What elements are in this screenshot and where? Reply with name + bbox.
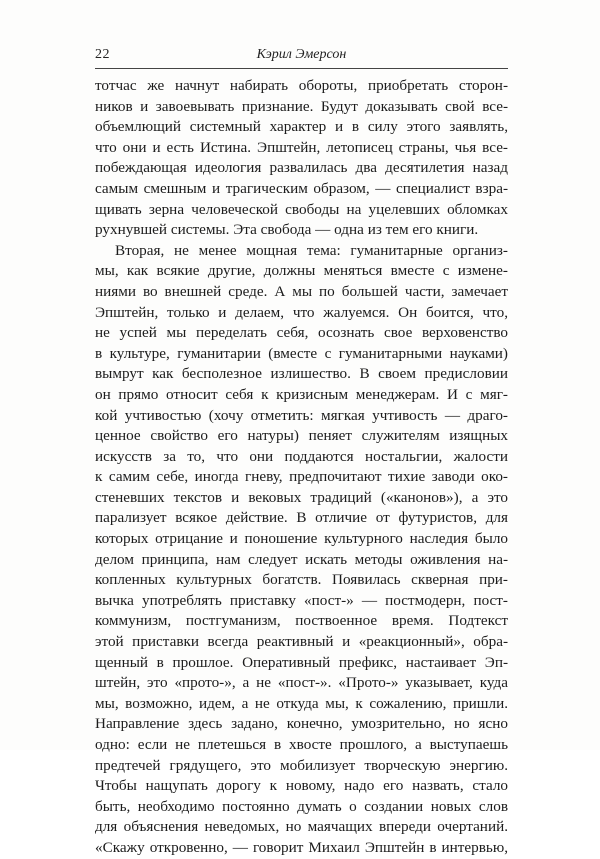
text-line: в культуре, гуманитарии (вместе с гуманитарными науками)	[95, 344, 508, 362]
body-text	[95, 76, 508, 859]
text-line: парализует всякое действие. В отличие от футуристов, для	[95, 509, 508, 527]
text-line: искусств за то, что они поддаются ностальгии, жалости	[95, 447, 508, 465]
text-line: Направление здесь задано, конечно, умозрительно, но ясно	[95, 715, 508, 733]
text-line: этой приставки всегда реактивный и «реакционный», обра-	[95, 633, 508, 651]
text-line: щивать зерна человеческой свободы на уцелевших обломках	[95, 200, 508, 218]
text-line: мы, как всякие другие, должны меняться вместе с измене-	[95, 262, 508, 280]
text-line: копленных культурных богатств. Появилась скверная при-	[95, 571, 508, 589]
text-line: делом принципа, нам следует искать методы оживления на-	[95, 550, 508, 568]
text-line: не успей мы переделать себя, осознать свое верховенство	[95, 324, 508, 342]
text-line: которых отрицание и поношение культурного наследия было	[95, 530, 508, 548]
text-line: тотчас же начнут набирать обороты, приобретать сторон-	[95, 77, 508, 94]
running-head	[95, 47, 508, 65]
text-line: ников и завоевывать признание. Будут доказывать свой все-	[95, 97, 508, 115]
text-line: «Скажу откровенно, — говорит Михаил Эпштейн в интервью,	[95, 838, 508, 856]
text-line: Вторая, не менее мощная тема: гуманитарные организ-	[115, 241, 508, 259]
text-line: предтечей грядущего, это мобилизует творческую энергию.	[95, 756, 508, 774]
text-line: мы, возможно, идем, а не откуда мы, к сожалению, пришли.	[95, 694, 508, 712]
text-line: одно: если не плетешься в хвосте прошлого, а выступаешь	[95, 736, 508, 753]
page-number: 22	[95, 47, 110, 62]
text-line: к самим себе, иногда гневу, предпочитают тихие заводи око-	[95, 468, 508, 486]
text-line: кой учтивостью (хочу отметить: мягкая учтивость — драго-	[95, 406, 508, 424]
text-line: он прямо относит себя к кризисным менеджерам. И с мяг-	[95, 385, 508, 403]
text-line: Чтобы нащупать дорогу к новому, надо его назвать, стало	[95, 777, 508, 795]
text-line: ценное свойство его натуры) пеняет служителям изящных	[95, 427, 508, 445]
text-line: побеждающая идеология развалилась два десятилетия назад	[95, 159, 508, 177]
text-line: коммунизм, постгуманизм, поствоенное время. Подтекст	[95, 612, 508, 630]
text-line: для объяснения неведомых, но маячащих впереди очертаний.	[95, 818, 508, 836]
text-line: штейн, это «прото-», а не «пост-». «Прото-» указывает, куда	[95, 674, 508, 692]
text-line: щенный в прошлое. Оперативный префикс, настаивает Эп-	[95, 653, 508, 671]
header-rule	[95, 68, 508, 69]
text-line: быть, необходимо постоянно думать о создании новых слов	[95, 797, 508, 815]
text-line: стеневших текстов и вековых традиций («канонов»), а это	[95, 488, 508, 506]
text-line: вычка употреблять приставку «пост-» — постмодерн, пост-	[95, 591, 508, 609]
text-line: что они и есть Истина. Эпштейн, летописец страны, чья все-	[95, 138, 508, 156]
text-line: ниями во внешней среде. А мы по большей части, замечает	[95, 282, 508, 300]
text-line: объемлющий системный характер и в силу этого заявлять,	[95, 118, 508, 136]
text-line: рухнувшей системы. Эта свобода — одна из тем его книги.	[95, 221, 479, 239]
running-title: Кэрил Эмерсон	[256, 47, 347, 62]
text-line: Эпштейн, только и делаем, что жалуемся. Он боится, что,	[95, 303, 508, 321]
text-line: вымрут как бесполезное излишество. В своем предисловии	[95, 365, 508, 383]
text-line: самым смешным и трагическим образом, — специалист взра-	[95, 179, 508, 197]
